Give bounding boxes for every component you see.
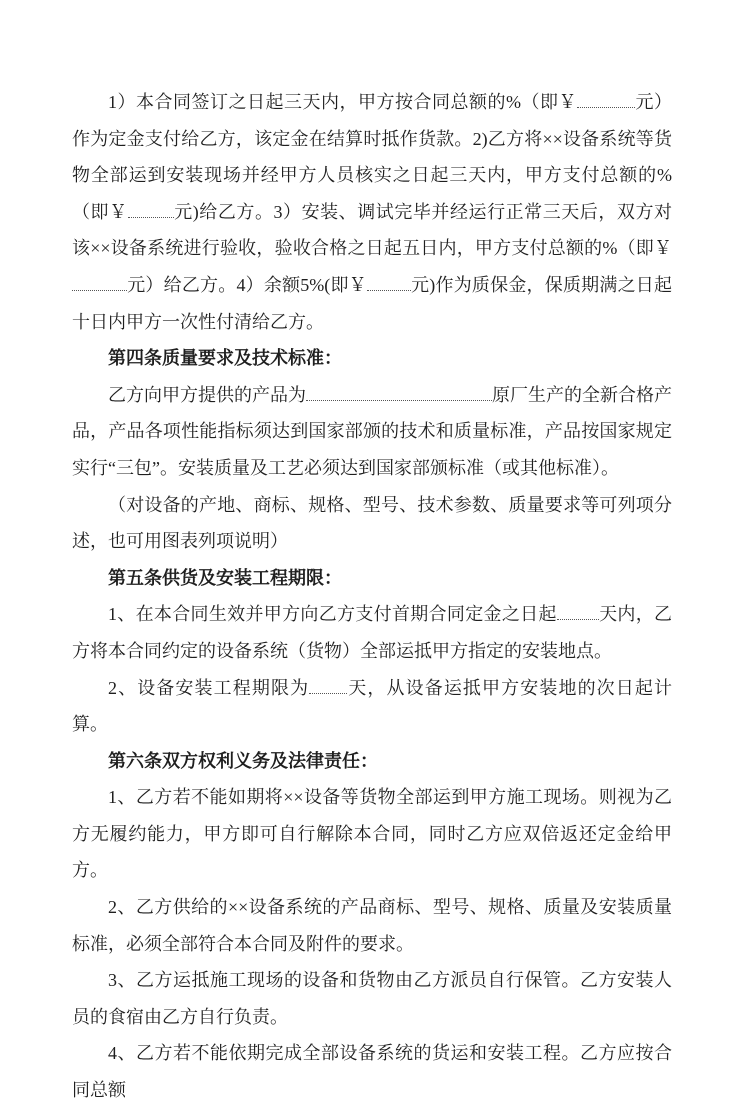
- text-run: 元）给乙方。4）余额5%(即￥: [127, 274, 367, 295]
- fill-in-blank: [128, 202, 174, 218]
- fill-in-blank: [309, 677, 347, 693]
- contract-paragraph: [72, 377, 672, 487]
- text-run: 第六条双方权利义务及法律责任：: [108, 750, 378, 771]
- fill-in-blank: [557, 604, 599, 620]
- text-run: 第五条供货及安装工程期限：: [108, 567, 342, 588]
- text-run: 乙方向甲方提供的产品为: [108, 384, 306, 405]
- section-heading: [72, 560, 672, 597]
- text-run: （对设备的产地、商标、规格、型号、技术参数、质量要求等可列项分述，也可用图表列项说明）: [72, 494, 672, 552]
- text-run: 1、在本合同生效并甲方向乙方支付首期合同定金之日起: [108, 604, 557, 625]
- text-run: 天内，乙方将本合同约定的设备系统（货物）全部运抵甲方指定的安装地点。: [72, 604, 673, 661]
- text-run: 1）本合同签订之日起三天内，甲方按合同总额的%（即￥: [108, 92, 577, 112]
- fill-in-blank: [72, 275, 127, 291]
- text-run: 天，从设备运抵甲方安装地的次日起计算。: [72, 677, 673, 735]
- fill-in-blank: [577, 92, 635, 108]
- fill-in-blank: [367, 275, 411, 291]
- text-run: 元)给乙方。3）安装、调试完毕并经运行正常三天后，双方对该××设备系统进行验收，验收合格之日起五日内，甲方支付总额的%（即￥: [72, 201, 673, 259]
- text-run: 原厂生产的全新合格产品，产品各项性能指标须达到国家部颁的技术和质量标准，产品按国家规定实行“三包”。安装质量及工艺必须达到国家部颁标准（或其他标准）。: [72, 384, 672, 478]
- contract-paragraph: [72, 889, 672, 962]
- contract-paragraph: [72, 962, 672, 1035]
- contract-paragraph: [72, 84, 672, 340]
- text-run: 3、乙方运抵施工现场的设备和货物由乙方派员自行保管。乙方安装人员的食宿由乙方自行负责。: [72, 970, 672, 1027]
- section-heading: [72, 743, 672, 780]
- contract-paragraph: [72, 1035, 672, 1108]
- contract-paragraph: [72, 596, 672, 669]
- text-run: 4、乙方若不能依期完成全部设备系统的货运和安装工程。乙方应按合同总额: [72, 1043, 672, 1101]
- text-run: 2、乙方供给的××设备系统的产品商标、型号、规格、质量及安装质量标准，必须全部符合本合同及附件的要求。: [72, 897, 672, 954]
- fill-in-blank: [306, 385, 492, 401]
- contract-paragraph: [72, 779, 672, 889]
- text-run: 元)作为质保金，保质期满之日起十日内甲方一次性付清给乙方。: [72, 274, 672, 332]
- text-run: 2、设备安装工程期限为: [108, 677, 310, 698]
- document-body: [72, 84, 672, 1109]
- section-heading: [72, 340, 672, 377]
- text-run: 元）作为定金支付给乙方，该定金在结算时抵作货款。2)乙方将××设备系统等货物全部运到安装现场并经甲方人员核实之日起三天内，甲方支付总额的%（即￥: [72, 92, 672, 222]
- contract-paragraph: [72, 487, 672, 560]
- text-run: 第四条质量要求及技术标准：: [108, 348, 342, 369]
- text-run: 1、乙方若不能如期将××设备等货物全部运到甲方施工现场。则视为乙方无履约能力，甲方即可自行解除本合同，同时乙方应双倍返还定金给甲方。: [72, 787, 672, 881]
- contract-paragraph: [72, 670, 672, 743]
